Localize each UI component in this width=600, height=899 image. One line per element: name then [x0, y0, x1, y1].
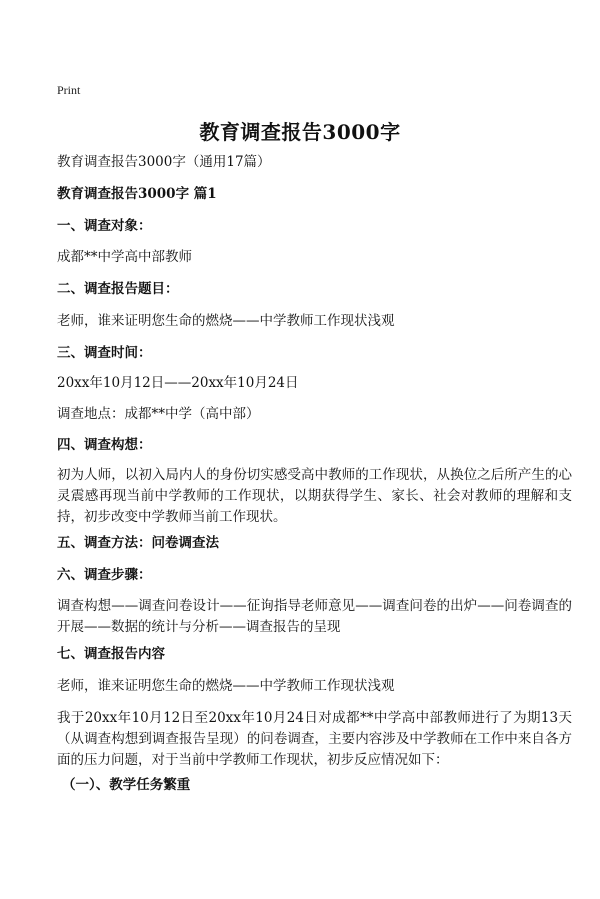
section-1-heading: 一、调查对象： — [57, 218, 152, 234]
section-2-heading: 二、调查报告题目： — [57, 281, 179, 297]
print-label: Print — [57, 83, 81, 97]
section-7-text-1: 老师，谁来证明您生命的燃烧——中学教师工作现状浅观 — [57, 678, 395, 694]
section-4-text: 初为人师，以初入局内人的身份切实感受高中教师的工作现状，从换位之后所产生的心灵震感再现当前中学教师的工作现状，以期获得学生、家长、社会对教师的理解和支持，初步改变中学教师当前工作现状。 — [57, 467, 572, 525]
section-2-text: 老师，谁来证明您生命的燃烧——中学教师工作现状浅观 — [57, 313, 395, 329]
section-7-text-2: 我于20xx年10月12日至20xx年10月24日对成都**中学高中部教师进行了为期13天（从调查构想到调查报告呈现）的问卷调查，主要内容涉及中学教师在工作中来自各方面的压力问题，对于当前中学教师工作现状，初步反应情况如下： — [57, 710, 572, 768]
section-1-text: 成都**中学高中部教师 — [57, 249, 192, 265]
section-4-heading: 四、调查构想： — [57, 437, 152, 453]
section-3-place: 调查地点：成都**中学（高中部） — [57, 406, 260, 422]
document-subtitle: 教育调查报告3000字（通用17篇） — [57, 154, 271, 170]
section-3-time: 20xx年10月12日——20xx年10月24日 — [57, 375, 299, 391]
section-5-heading: 五、调查方法：问卷调查法 — [57, 535, 219, 551]
section-7-heading: 七、调查报告内容 — [57, 646, 165, 662]
section-6-heading: 六、调查步骤： — [57, 567, 152, 583]
document-title: 教育调查报告3000字 — [199, 120, 401, 144]
section-6-text: 调查构想——调查问卷设计——征询指导老师意见——调查问卷的出炉——问卷调查的开展——数据的统计与分析——调查报告的呈现 — [57, 598, 572, 635]
subsection-1-heading: （一）、教学任务繁重 — [62, 777, 191, 793]
section-3-heading: 三、调查时间： — [57, 345, 152, 361]
article-heading: 教育调查报告3000字 篇1 — [57, 186, 217, 202]
